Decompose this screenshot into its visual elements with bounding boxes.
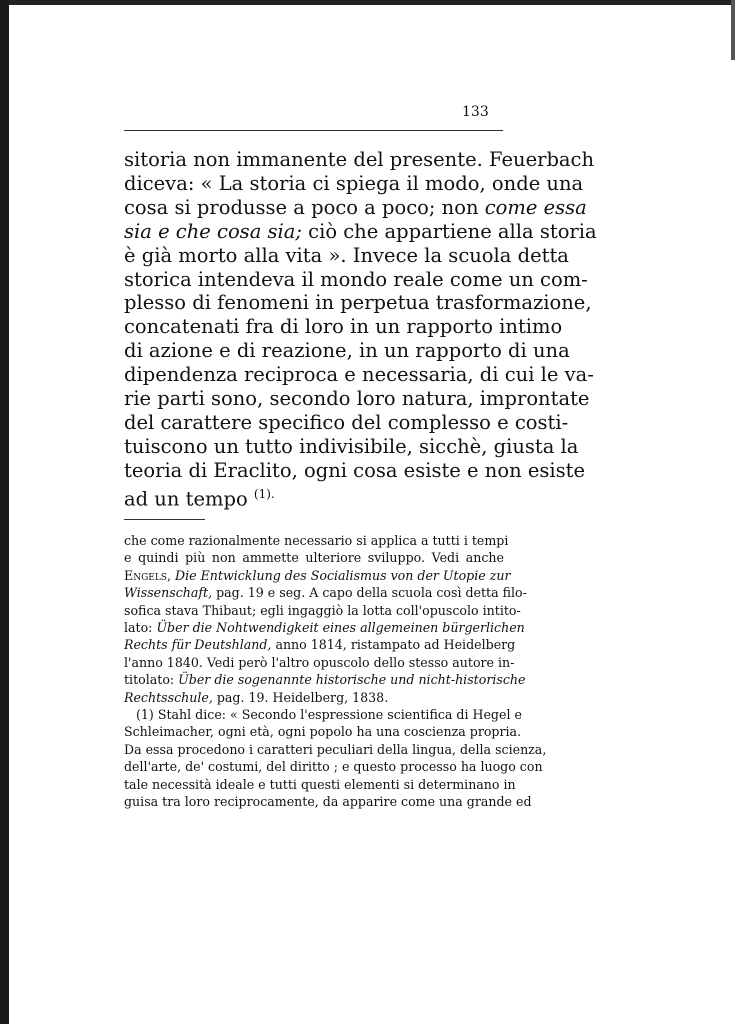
body-line xyxy=(124,219,597,244)
body-line: rie parti sono, secondo loro natura, improntate xyxy=(124,387,590,411)
text: pag. 19 e seg. A capo della scuola così detta filo- xyxy=(212,585,527,601)
footnote-line: e quindi più non ammette ulteriore sviluppo. Vedi anche xyxy=(124,550,504,566)
body-line: concatenati fra di loro in un rapporto intimo xyxy=(124,315,563,339)
footnote-line xyxy=(124,689,504,706)
footnote-ref: (1). xyxy=(253,486,275,501)
body-line xyxy=(124,483,504,511)
italic-text: Die Entwicklung des Socialismus von der Utopie zur xyxy=(175,567,511,583)
author-name: Engels xyxy=(124,567,167,583)
page-number: 133 xyxy=(462,104,489,120)
body-line: dipendenza reciproca e necessaria, di cui le va- xyxy=(124,363,594,387)
italic-text: sia e che cosa sia; xyxy=(124,219,302,243)
italic-text: Über die Nohtwendigkeit eines allgemeinen bürgerlichen xyxy=(156,620,525,636)
italic-text: come essa xyxy=(484,195,587,219)
body-text xyxy=(124,148,597,511)
italic-text: Wissenschaft, xyxy=(124,585,213,601)
scan-right-edge xyxy=(731,0,735,60)
footnote-line: Da essa procedono i caratteri peculiari della lingua, della scienza, xyxy=(124,741,547,757)
body-line: storica intendeva il mondo reale come un com- xyxy=(124,267,588,291)
italic-text: Rechtsschule, xyxy=(124,689,213,705)
text: titolato: xyxy=(124,672,179,688)
footnotes xyxy=(124,532,547,811)
footnote-line: sofica stava Thibaut; egli ingaggiò la lotta coll'opuscolo intito- xyxy=(124,602,521,618)
body-line: tuiscono un tutto indivisibile, sicchè, giusta la xyxy=(124,434,579,458)
body-line: del carattere specifico del complesso e costi- xyxy=(124,410,569,434)
text: pag. 19. Heidelberg, 1838. xyxy=(212,689,389,705)
body-line: sitoria non immanente del presente. Feuerbach xyxy=(124,148,595,171)
footnote-line xyxy=(124,619,525,636)
footnote-line xyxy=(124,584,527,601)
body-line: diceva: « La storia ci spiega il modo, onde una xyxy=(124,171,584,195)
text: anno 1814, ristampato ad Heidelberg xyxy=(271,637,516,653)
header-rule xyxy=(124,130,503,131)
body-line: di azione e di reazione, in un rapporto di una xyxy=(124,339,570,363)
footnote-line: Schleimacher, ogni età, ogni popolo ha una coscienza propria. xyxy=(124,724,522,740)
body-line: è già morto alla vita ». Invece la scuola detta xyxy=(124,243,569,267)
text: ciò che appartiene alla storia xyxy=(301,219,597,243)
footnote-rule xyxy=(124,519,205,520)
footnote-line: guisa tra loro reciprocamente, da apparire come una grande ed xyxy=(124,794,532,810)
italic-text: Rechts für Deutshland, xyxy=(124,637,272,653)
body-line: plesso di fenomeni in perpetua trasformazione, xyxy=(124,291,592,315)
text: , xyxy=(166,567,175,583)
text: cosa si produsse a poco a poco; non xyxy=(124,195,485,219)
footnote-line: l'anno 1840. Vedi però l'altro opuscolo dello stesso autore in- xyxy=(124,654,515,670)
text: ad un tempo xyxy=(124,487,254,511)
text: lato: xyxy=(124,620,157,636)
footnote-line: tale necessità ideale e tutti questi elementi si determinano in xyxy=(124,776,516,792)
footnote-line: dell'arte, de' costumi, del diritto ; e questo processo ha luogo con xyxy=(124,759,543,775)
footnote-line xyxy=(124,636,516,653)
footnote-line: che come razionalmente necessario si applica a tutti i tempi xyxy=(124,533,509,548)
footnote-line xyxy=(124,567,511,584)
footnote-line xyxy=(124,671,526,688)
scan-left-edge xyxy=(0,0,9,1024)
body-line: teoria di Eraclito, ogni cosa esiste e non esiste xyxy=(124,458,586,482)
body-line xyxy=(124,195,587,220)
scan-top-edge xyxy=(0,0,735,5)
italic-text: Über die sogenannte historische und nicht-historische xyxy=(178,672,526,688)
footnote-line: (1) Stahl dice: « Secondo l'espressione scientifica di Hegel e xyxy=(136,707,522,723)
